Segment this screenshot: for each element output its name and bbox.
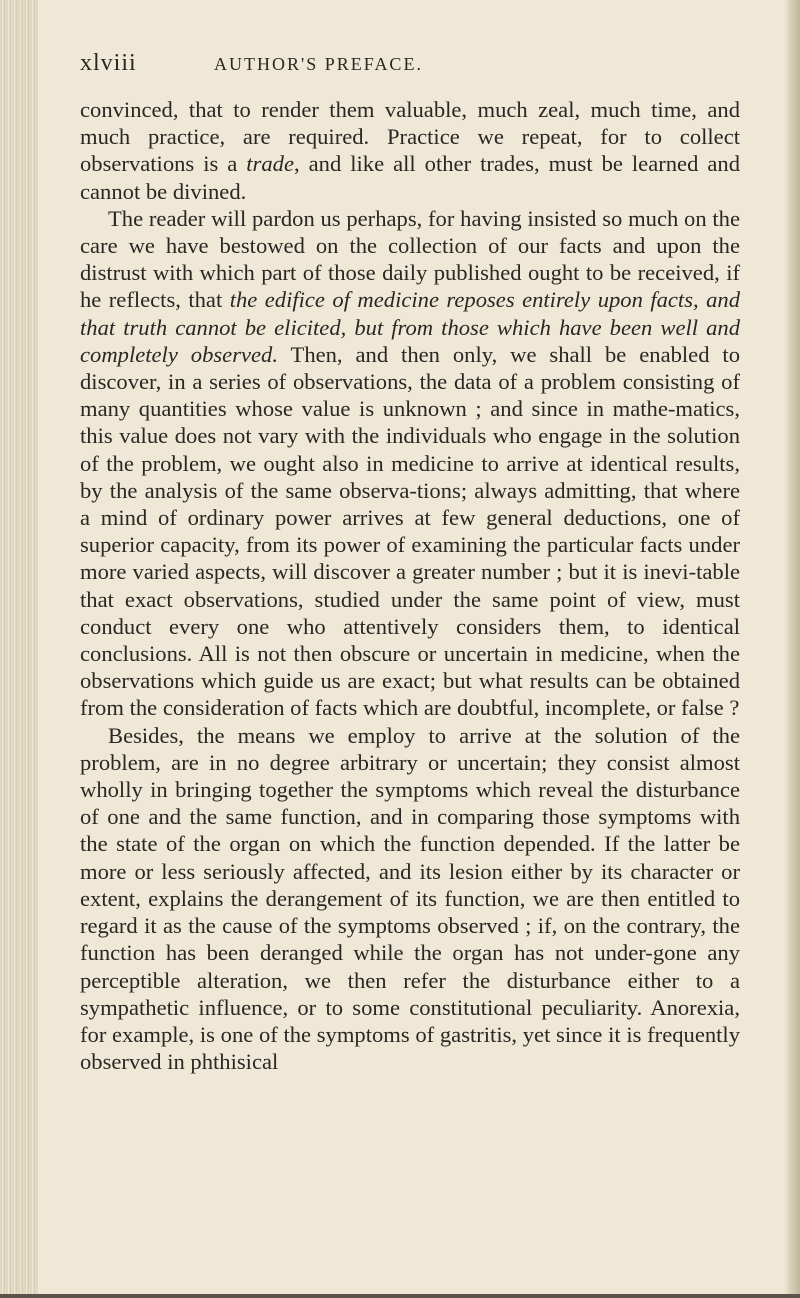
italic-run: trade bbox=[246, 151, 294, 177]
text-run: Besides, the means we employ to arrive at the solution of the problem, are in no degree arbitrary or uncertain; they consist almost wholly in bringing together the symptoms which reveal the disturbance of one and the same function, and in comparing those symptoms with the state of the organ on which the function depended. If the latter be more or less seriously affected, and its lesion either by its character or extent, explains the derangement of its function, we are then entitled to regard it as the cause of the symptoms observed ; if, on the contrary, the function has been deranged while the organ has not under-gone any perceptible alteration, we then refer the disturbance either to a sympathetic influence, or to some constitutional peculiarity. Anorexia, for example, is one of the symptoms of gastritis, yet since it is frequently observed in phthisical bbox=[80, 722, 740, 1075]
body-text bbox=[80, 96, 740, 1075]
page-number: xlviii bbox=[80, 50, 137, 76]
paragraph-3 bbox=[80, 722, 740, 1076]
paragraph-1 bbox=[80, 96, 740, 205]
running-head bbox=[80, 50, 740, 96]
bottom-edge bbox=[0, 1294, 800, 1298]
page-edge bbox=[784, 0, 800, 1298]
text-run: convinced, that to render them valuable, much zeal, much time, and much practice, are required. Practice we repeat, for to collect observations is a bbox=[80, 97, 740, 177]
text-run: Then, and then only, we shall be enabled to discover, in a series of observations, the data of a problem consisting of many quantities whose value is unknown ; and since in mathe-matics, this value does not vary with the individuals who engage in the solution of the problem, we ought also in medicine to arrive at identical results, by the analysis of the same observa-tions; always admitting, that where a mind of ordinary power arrives at few general deductions, one of superior capacity, from its power of examining the particular facts under more varied aspects, will discover a greater number ; but it is inevi-table that exact observations, studied under the same point of view, must conduct every one who attentively considers them, to identical conclusions. All is not then obscure or uncertain in medicine, when the observations which guide us are exact; but what results can be obtained from the consideration of facts which are doubtful, incomplete, or false ? bbox=[80, 341, 740, 721]
running-head-title: AUTHOR'S PREFACE. bbox=[214, 54, 423, 74]
paragraph-2 bbox=[80, 205, 740, 722]
book-page bbox=[80, 50, 740, 1075]
text-run: The reader will pardon us perhaps, for having insisted so much on the care we have bestowed on the collection of our facts and upon the distrust with which part of those daily published ought to be received, if he reflects, that bbox=[80, 205, 740, 313]
text-run: , and like all other trades, must be learned and cannot be divined. bbox=[80, 151, 740, 204]
page-gutter bbox=[0, 0, 38, 1298]
italic-run: the edifice of medicine reposes entirely upon facts, and that truth cannot be elicited, but from those which have been well and completely observed. bbox=[80, 287, 740, 367]
